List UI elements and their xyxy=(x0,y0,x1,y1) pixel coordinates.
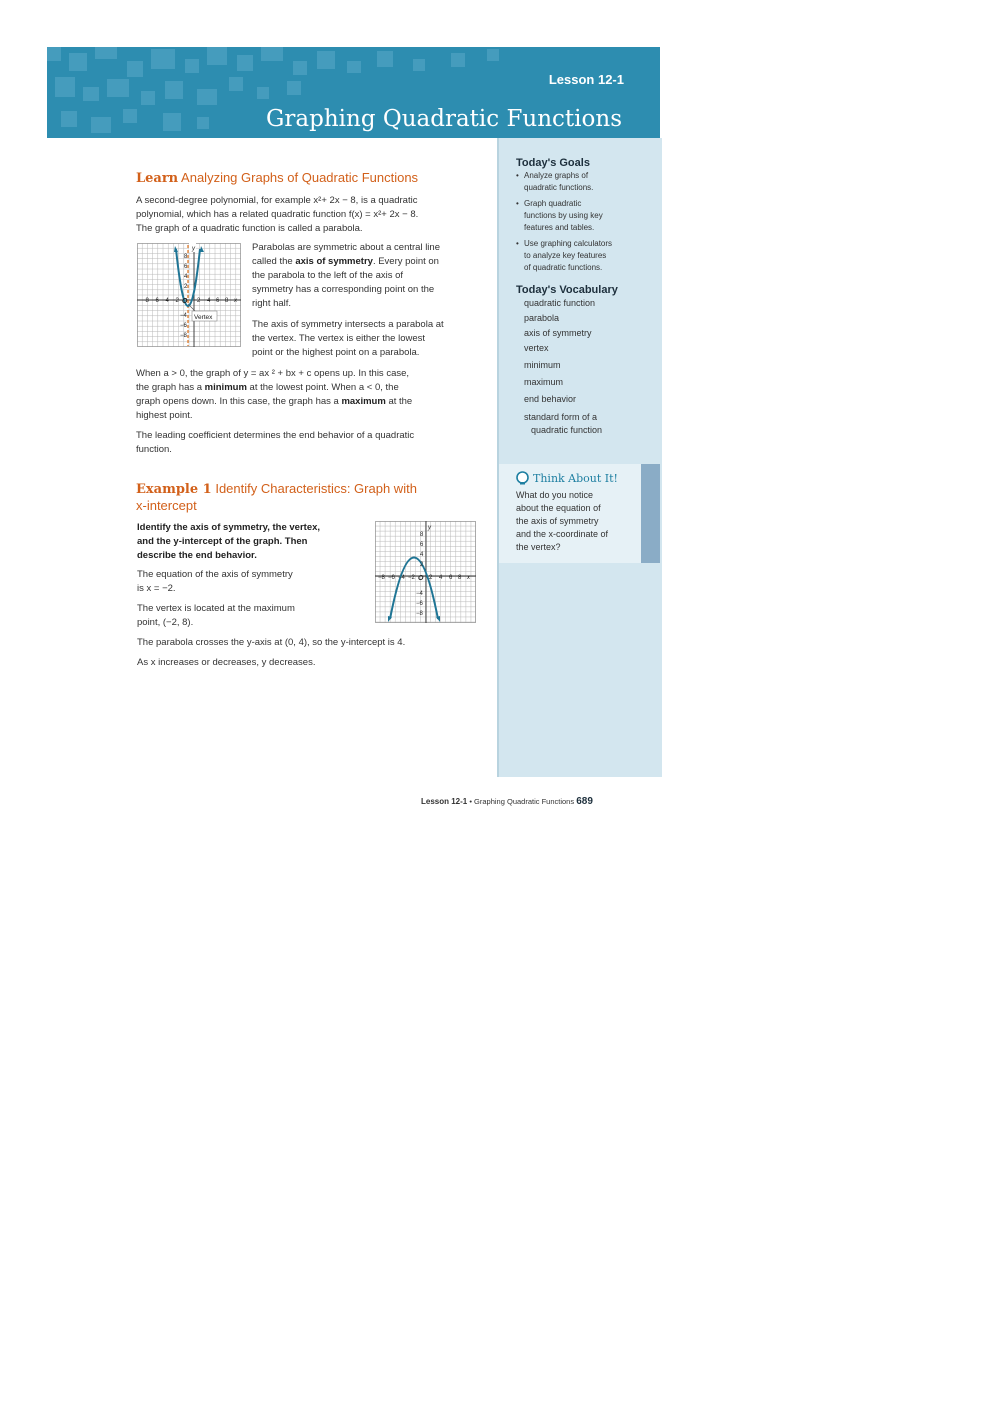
vocab-item: quadratic function xyxy=(524,298,596,308)
y-tick: −6 xyxy=(180,323,187,329)
y-tick: 8 xyxy=(420,532,424,538)
x-tick: 6 xyxy=(449,575,453,581)
graph-upward-parabola xyxy=(137,243,241,347)
banner-pattern xyxy=(151,49,175,69)
banner-pattern xyxy=(55,77,75,97)
x-axis-label: x xyxy=(467,575,470,581)
banner-pattern xyxy=(261,47,283,61)
learn-paragraph-1: A second-degree polynomial, for example x²+ 2x − 8, is a quadratic polynomial, which has a related quadratic function f(x) = x²+ 2x − 8. The graph of a quadratic function is called a parabola. xyxy=(136,195,419,234)
goals-title: Today's Goals xyxy=(516,157,590,169)
banner-pattern xyxy=(185,59,199,73)
x-tick: 8 xyxy=(458,575,462,581)
y-tick: 4 xyxy=(184,274,188,280)
y-axis-label: y xyxy=(428,525,431,531)
x-tick: 2 xyxy=(429,575,433,581)
learn-paragraph-5: The leading coefficient determines the end behavior of a quadratic function. xyxy=(136,430,415,455)
x-tick: −2 xyxy=(172,298,179,304)
y-tick: 2 xyxy=(184,284,188,290)
banner-pattern xyxy=(61,111,77,127)
banner-pattern xyxy=(293,61,307,75)
page-number: 689 xyxy=(576,796,593,807)
y-tick: 6 xyxy=(420,542,424,548)
lesson-number: Lesson 12-1 xyxy=(548,72,624,87)
vocab-item: parabola xyxy=(524,313,560,323)
vocab-item: vertex xyxy=(524,343,549,353)
banner-pattern xyxy=(237,55,253,71)
example-answer-y-intercept: The parabola crosses the y-axis at (0, 4), so the y-intercept is 4. xyxy=(137,637,406,648)
banner-pattern xyxy=(229,77,243,91)
banner-pattern xyxy=(47,47,61,61)
y-axis-label: y xyxy=(192,246,195,252)
vertex-label: Vertex xyxy=(194,314,213,321)
vocab-item: axis of symmetry xyxy=(524,328,592,338)
banner-pattern xyxy=(197,89,217,105)
x-tick: −6 xyxy=(152,298,159,304)
x-tick: −8 xyxy=(378,575,385,581)
example-question: Identify the axis of symmetry, the vertex, and the y-intercept of the graph. Then describe the end behavior. xyxy=(137,522,321,561)
x-tick: −4 xyxy=(162,298,169,304)
y-tick: −6 xyxy=(416,601,423,607)
x-tick: 4 xyxy=(439,575,443,581)
goal-3: Use graphing calculators to analyze key features of quadratic functions. xyxy=(524,239,613,272)
y-tick: −8 xyxy=(180,333,187,339)
banner-pattern xyxy=(165,81,183,99)
y-tick: −8 xyxy=(416,611,423,617)
origin-label: O xyxy=(418,575,424,582)
banner-pattern xyxy=(377,51,393,67)
origin-label: O xyxy=(182,298,188,305)
y-tick: 4 xyxy=(420,552,424,558)
x-tick: −8 xyxy=(142,298,149,304)
lightbulb-icon xyxy=(515,471,530,485)
vocab-item: end behavior xyxy=(524,394,577,404)
y-tick: 6 xyxy=(184,264,188,270)
banner-pattern xyxy=(141,91,155,105)
vocab-item: standard form of a quadratic function xyxy=(524,412,603,435)
x-tick: 8 xyxy=(225,298,229,304)
goal-2: Graph quadratic functions by using key features and tables. xyxy=(524,199,603,232)
vocab-item: minimum xyxy=(524,360,561,370)
banner-pattern xyxy=(163,113,181,131)
learn-paragraph-3: The axis of symmetry intersects a parabola at the vertex. The vertex is either the lowest point or the highest point on a parabola. xyxy=(252,319,444,358)
x-tick: 4 xyxy=(207,298,211,304)
banner-pattern xyxy=(83,87,99,101)
sidebar-tab xyxy=(641,464,660,563)
x-axis-label: x xyxy=(234,298,237,304)
x-tick: −2 xyxy=(408,575,415,581)
y-tick: 2 xyxy=(420,562,424,568)
vocab-item: maximum xyxy=(524,377,564,387)
goal-bullet: • xyxy=(516,239,519,248)
example-answer-end-behavior: As x increases or decreases, y decreases. xyxy=(137,657,316,668)
y-tick: 8 xyxy=(184,254,188,260)
goal-bullet: • xyxy=(516,171,519,180)
lesson-banner xyxy=(47,47,660,138)
example-answer-vertex: The vertex is located at the maximum point, (−2, 8). xyxy=(137,603,295,628)
banner-pattern xyxy=(487,49,499,61)
think-title: Think About It! xyxy=(533,472,618,485)
x-tick: −4 xyxy=(398,575,405,581)
page-title: Graphing Quadratic Functions xyxy=(266,106,622,132)
learn-paragraph-4: When a > 0, the graph of y = ax ² + bx + c opens up. In this case, the graph has a minimum at the lowest point. When a < 0, the graph opens down. In this case, the graph has a maximum at the highest point. xyxy=(136,368,413,421)
graph-downward-parabola xyxy=(375,521,476,623)
page-footer: Lesson 12-1 • Graphing Quadratic Functions 689 xyxy=(421,796,593,807)
banner-pattern xyxy=(127,61,143,77)
x-tick: 6 xyxy=(216,298,220,304)
think-prompt: What do you notice about the equation of the axis of symmetry and the x-coordinate of the vertex? xyxy=(516,490,609,552)
learn-paragraph-2: Parabolas are symmetric about a central line called the axis of symmetry. Every point on the parabola to the left of the axis of symmetry has a corresponding point on the right half. xyxy=(252,242,440,309)
goal-1: Analyze graphs of quadratic functions. xyxy=(524,171,594,192)
vocab-title: Today's Vocabulary xyxy=(516,284,618,296)
banner-pattern xyxy=(287,81,301,95)
x-tick: −6 xyxy=(388,575,395,581)
goal-bullet: • xyxy=(516,199,519,208)
banner-pattern xyxy=(207,47,227,65)
y-tick: −4 xyxy=(416,591,423,597)
banner-pattern xyxy=(257,87,269,99)
banner-pattern xyxy=(69,53,87,71)
learn-heading: Learn Analyzing Graphs of Quadratic Functions xyxy=(136,170,419,186)
banner-pattern xyxy=(451,53,465,67)
banner-pattern xyxy=(107,79,129,97)
banner-pattern xyxy=(197,117,209,129)
example-heading: Example 1 Identify Characteristics: Graph with x-intercept xyxy=(136,481,417,513)
banner-pattern xyxy=(413,59,425,71)
banner-pattern xyxy=(317,51,335,69)
example-answer-axis: The equation of the axis of symmetry is x = −2. xyxy=(137,569,293,594)
x-tick: 2 xyxy=(197,298,201,304)
banner-pattern xyxy=(95,47,117,59)
banner-pattern xyxy=(347,61,361,73)
banner-pattern xyxy=(123,109,137,123)
y-tick: −4 xyxy=(180,313,187,319)
banner-pattern xyxy=(91,117,111,133)
